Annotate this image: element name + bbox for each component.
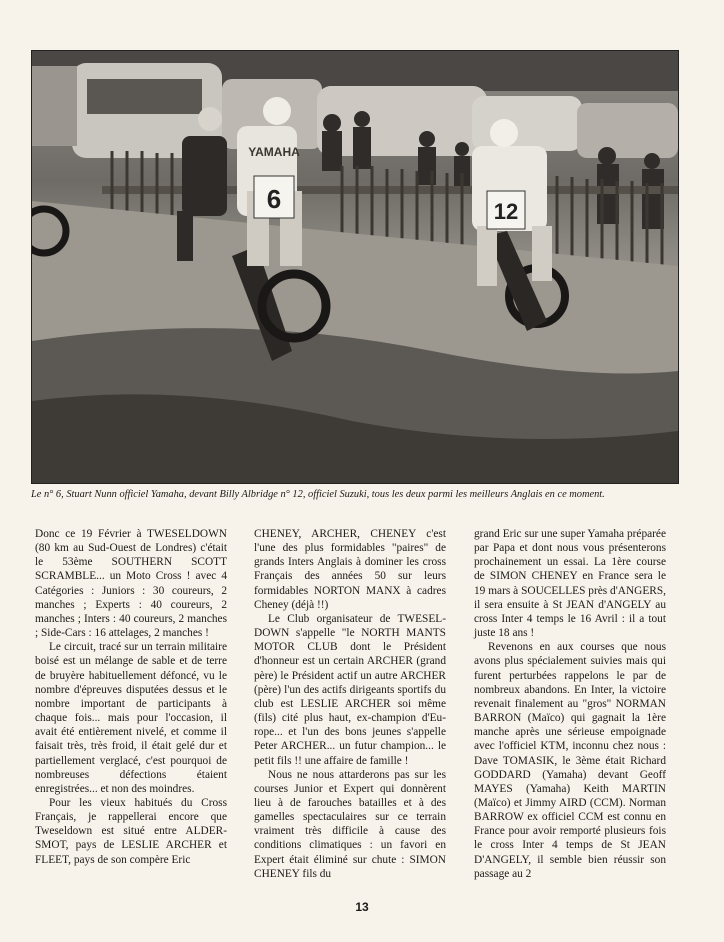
text-column-2: [254, 527, 446, 881]
paragraph: Pour les vieux habitués du Cross Français, je rappellerai encore que Tweseldown est situé entre ALDERSMOT, pays de LESLIE ARCHER et FLEET, pays de son compère Eric: [35, 796, 227, 866]
paragraph: Revenons en aux courses que nous avons plus spécialement suivies mais qui furent perturbées rappelons le par de nombreux abandons. En Inter, la victoire revenait finalement au "gros" NORMAN BARRON (Maïco) qui gagnait la 1ère manche après une sérieuse empoignade avec l'officiel KTM, inconnu chez nous : Dave TOMASIK, le 3ème était Richard GODDARD (Yamaha) devant Geoff MAYES (Yamaha) Keith MARTIN (Maïco) et Jimmy AIRD (CCM). Norman BARROW ex officiel CCM est connu en France pour avoir remporté plusieurs fois le cross Inter 4 temps de St JEAN D'ANGELY, il semble bien réussir son passage au 2: [474, 641, 666, 880]
text-column-3: [474, 527, 666, 881]
paragraph: Donc ce 19 Février à TWESELDOWN (80 km au Sud-Ouest de Londres) c'était le 53ème SOUTHERN SCOTT SCRAMBLE... un Moto Cross ! avec 4 Catégories : Juniors : 30 coureurs, 2 manches ; Experts : 40 coureurs, 2 manches ; Inters : 40 coureurs, 2 manches ; Side-Cars : 16 attelages, 2 manches !: [35, 528, 227, 640]
paragraph: Le Club organisateur de TWESELDOWN s'appelle "le NORTH MANTS MOTOR CLUB dont le Président d'honneur est un certain ARCHER (grand père) le Président actif un autre ARCHER (père) l'un des actifs dirigeants sportifs du club est LESLIE ARCHER soi même (fils) cité plus haut, ex-champion d'Europe... et l'un des bons jeunes s'appelle Peter ARCHER... un futur champion... le petit fils !! une affaire de famille !: [254, 612, 446, 767]
paragraph: grand Eric sur une super Yamaha préparée par Papa et dont nous vous présenterons prochainement un essai. La 1ère course de SIMON CHENEY en France sera le 19 mars à SOUCELLES près d'ANGERS, il sera ensuite à St JEAN d'ANGELY au cross Inter 4 temps le 16 Avril : il a tout juste 18 ans !: [474, 528, 666, 640]
jersey-lettering: YAMAHA: [248, 145, 300, 159]
plate-number-6: 6: [266, 184, 282, 214]
text-column-1: [35, 527, 227, 867]
photo-caption: Le n° 6, Stuart Nunn officiel Yamaha, devant Billy Albridge n° 12, officiel Suzuki, tous les deux parmi les meilleurs Anglais en ce moment.: [31, 489, 605, 500]
paragraph: Le circuit, tracé sur un terrain militaire boisé est un mélange de sable et de terre de bruyère habituellement défoncé, vu le nombre d'épreuves disputées dessus et le nombre important de participants à chaque fois... mais pour l'occasion, il avait été entièrement nivelé, et comme il faisait très, très froid, il était gelé dur et partiellement verglacé, c'est pourquoi de nombreuses défections étaient enregistrées... et non des moindres.: [35, 641, 227, 795]
paragraph: Nous ne nous attarderons pas sur les courses Junior et Expert qui donnèrent lieu à de farouches batailles et à des gamelles spectaculaires sur ce terrain vraiment très difficile à cause des conditions climatiques : un favori en Expert était éliminé sur chute : SIMON CHENEY fils du: [254, 768, 446, 880]
paragraph: CHENEY, ARCHER, CHENEY c'est l'une des plus formidables "paires" de grands Inters Anglais à dominer les cross Français des années 50 sur leurs formidables NORTON MANX à cadres Cheney (déjà !!): [254, 528, 446, 611]
race-photo-illustration: [32, 51, 678, 483]
plate-number-12: 12: [493, 199, 519, 224]
race-photo: [31, 50, 679, 484]
page-number: 13: [355, 900, 369, 914]
